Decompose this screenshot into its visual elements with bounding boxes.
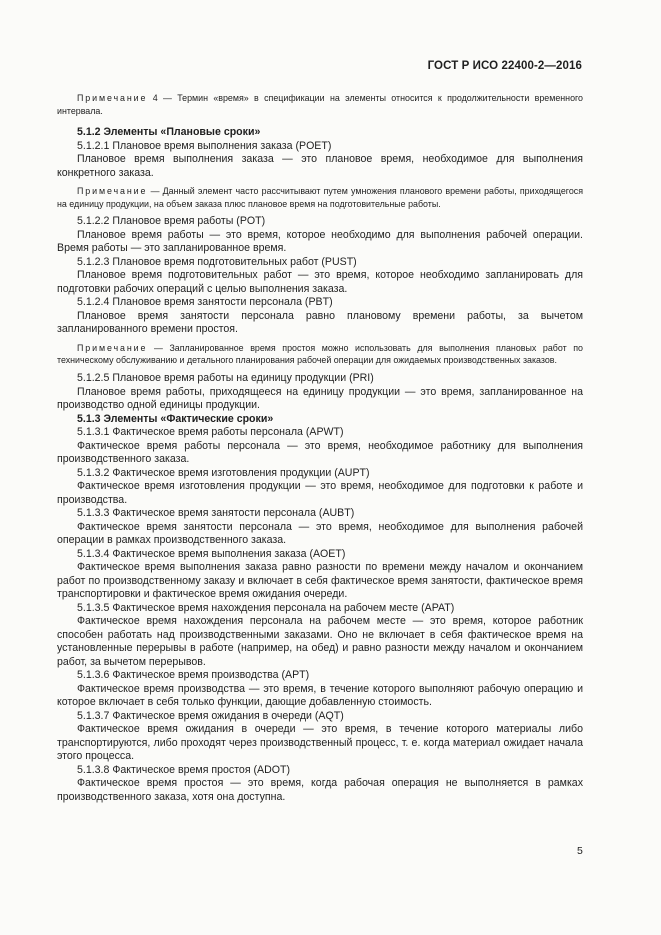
subsection-title: 5.1.3.8 Фактическое время простоя (ADOT): [77, 763, 290, 776]
body-paragraph: Плановое время выполнения заказа — это плановое время, необходимое для выполнения конкретного заказа.: [57, 153, 583, 179]
subsection-title: 5.1.3.3 Фактическое время занятости персонала (AUBT): [77, 507, 355, 520]
subsection-title: 5.1.3.4 Фактическое время выполнения заказа (AOET): [77, 547, 346, 560]
subsection-title: 5.1.3.7 Фактическое время ожидания в очереди (AQT): [77, 709, 344, 722]
body-paragraph: Фактическое время работы персонала — это время, необходимое работнику для выполнения производственного заказа.: [57, 439, 583, 466]
body-paragraph: Плановое время работы, приходящееся на единицу продукции — это время, запланированное на производство одной единицы продукции.: [57, 385, 583, 412]
body-paragraph: Фактическое время занятости персонала — это время, необходимое для выполнения рабочей операции в рамках производственного заказа.: [57, 520, 583, 547]
subsection-title: 5.1.2.2 Плановое время работы (POT): [77, 215, 266, 228]
subsection-title: 5.1.2.4 Плановое время занятости персонала (PBT): [77, 296, 333, 309]
section-heading: 5.1.3 Элементы «Фактические сроки»: [77, 412, 274, 425]
subsection-title: 5.1.3.1 Фактическое время работы персонала (APWT): [77, 426, 344, 439]
note-paragraph: [57, 92, 583, 117]
note-paragraph: [57, 342, 583, 367]
subsection-title: 5.1.2.1 Плановое время выполнения заказа (POET): [77, 139, 332, 152]
note-text: 4 — Термин «время» в спецификации на элементы относится к продолжительности временного интервала.: [57, 93, 583, 116]
subsection-title: 5.1.3.6 Фактическое время производства (APT): [77, 669, 310, 682]
subsection-title: 5.1.2.3 Плановое время подготовительных работ (PUST): [77, 255, 357, 268]
subsection-title: 5.1.3.2 Фактическое время изготовления продукции (AUPT): [77, 466, 370, 479]
note-text: — Данный элемент часто рассчитывают путем умножения планового времени работы, приходящегося на единицу продукции, на объем заказа плюс плановое время на подготовительные работы.: [57, 186, 583, 209]
subsection-title: 5.1.3.5 Фактическое время нахождения персонала на рабочем месте (APAT): [77, 601, 455, 614]
document-body: [57, 92, 583, 804]
section-heading: 5.1.2 Элементы «Плановые сроки»: [77, 126, 261, 139]
note-paragraph: [57, 185, 583, 210]
page-number: 5: [577, 845, 583, 857]
body-paragraph: Плановое время занятости персонала равно плановому времени работы, за вычетом запланированного времени простоя.: [57, 309, 583, 336]
standard-header: ГОСТ Р ИСО 22400-2—2016: [427, 60, 582, 72]
body-paragraph: Фактическое время ожидания в очереди — это время, в течение которого материалы либо транспортируются, либо проходят через производственный процесс, т. е. когда материал ожидает начала этого процесса.: [57, 723, 583, 763]
body-paragraph: Фактическое время выполнения заказа равно разности по времени между началом и окончанием работ по производственному заказу и включает в себя фактическое время занятости, фактическое время транспортировки и фактическое время ожидания очереди.: [57, 561, 583, 601]
note-label: Примечание: [77, 342, 148, 353]
note-label: Примечание: [77, 186, 148, 197]
note-text: — Запланированное время простоя можно использовать для выполнения плановых работ по техническому обслуживанию и детального планирования рабочей операции для ожидаемых производственных заказов.: [57, 342, 583, 366]
body-paragraph: Плановое время подготовительных работ — это время, которое необходимо запланировать для подготовки рабочих операций с целью выполнения заказа.: [57, 269, 583, 295]
body-paragraph: Фактическое время изготовления продукции — это время, необходимое для подготовки к работе и производства.: [57, 480, 583, 506]
subsection-title: 5.1.2.5 Плановое время работы на единицу продукции (PRI): [77, 372, 374, 385]
body-paragraph: Фактическое время простоя — это время, когда рабочая операция не выполняется в рамках производственного заказа, хотя она доступна.: [57, 777, 583, 803]
body-paragraph: Фактическое время нахождения персонала на рабочем месте — это время, которое работник способен работать над производственными заказами. Оно не включает в себя фактическое время на установленные перерывы в работе (например, на обед) и равно разности между началом и окончанием работ, за вычетом перерывов.: [57, 615, 583, 668]
body-paragraph: Плановое время работы — это время, которое необходимо для выполнения рабочей операции. Время работы — это запланированное время.: [57, 228, 583, 255]
note-label: Примечание: [77, 93, 148, 103]
body-paragraph: Фактическое время производства — это время, в течение которого выполняют рабочую операцию и которое включает в себя только функции, дающие добавленную стоимость.: [57, 682, 583, 709]
